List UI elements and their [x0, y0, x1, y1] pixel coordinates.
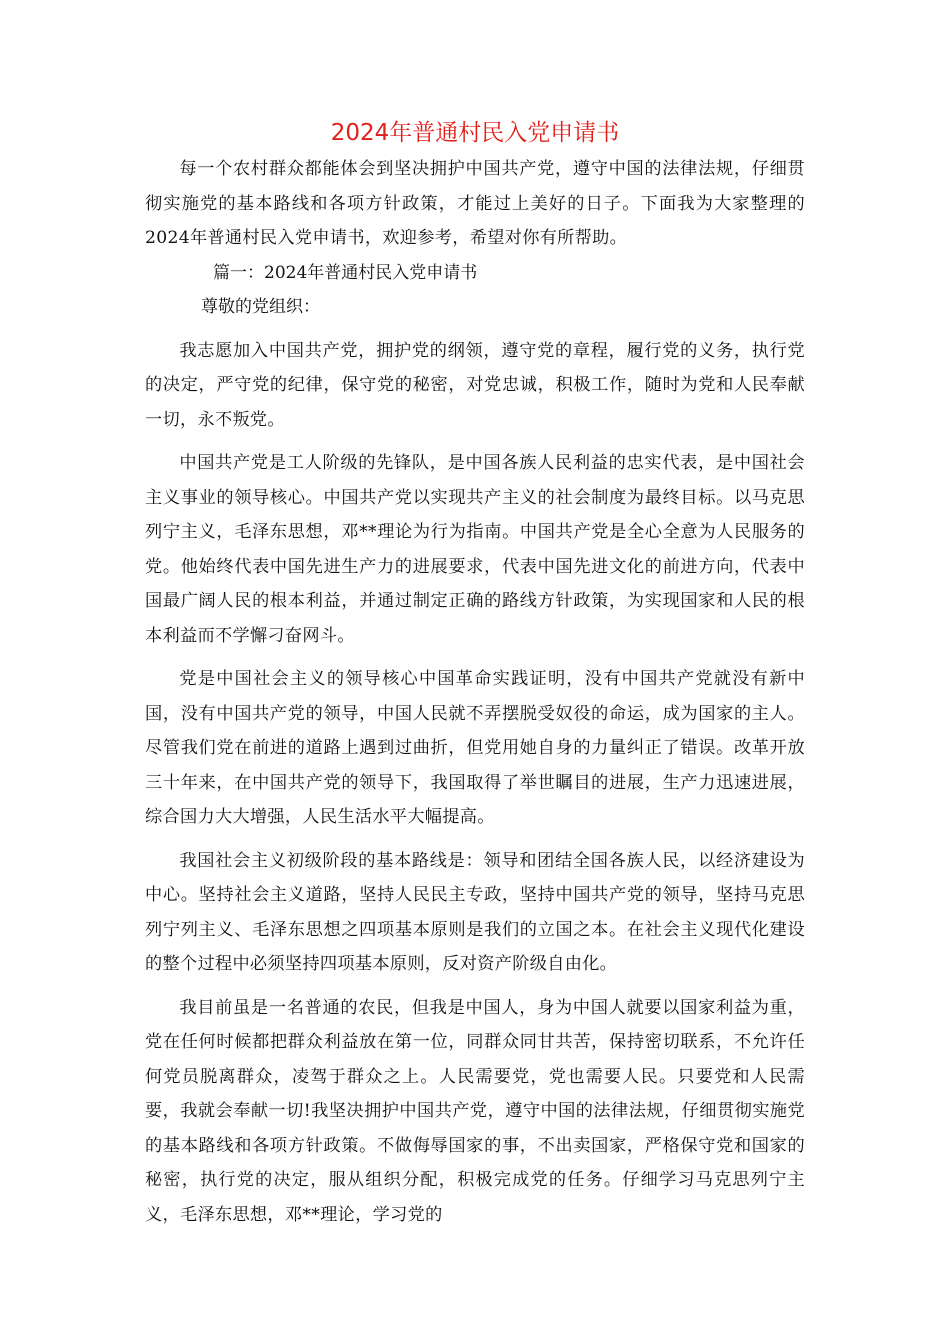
body-paragraph: 我志愿加入中国共产党，拥护党的纲领，遵守党的章程，履行党的义务，执行党的决定，严守党的纪律，保守党的秘密，对党忠诚，积极工作，随时为党和人民奉献一切，永不叛党。	[145, 340, 805, 430]
intro-paragraph: 每一个农村群众都能体会到坚决拥护中国共产党，遵守中国的法律法规，仔细贯彻实施党的基本路线和各项方针政策，才能过上美好的日子。下面我为大家整理的2024年普通村民入党申请书，欢迎参考，希望对你有所帮助。	[145, 159, 805, 248]
body-paragraph: 党是中国社会主义的领导核心中国革命实践证明，没有中国共产党就没有新中国，没有中国共产党的领导，中国人民就不弄摆脱受奴役的命运，成为国家的主人。尽管我们党在前进的道路上遇到过曲折，但党用她自身的力量纠正了错误。改革开放三十年来，在中国共产党的领导下，我国取得了举世瞩目的进展，生产力迅速进展，综合国力大大增强，人民生活水平大幅提高。	[145, 669, 805, 827]
body-paragraph: 我国社会主义初级阶段的基本路线是：领导和团结全国各族人民，以经济建设为中心。坚持社会主义道路，坚持人民民主专政，坚持中国共产党的领导，坚持马克思列宁列主义、毛泽东思想之四项基本原则是我们的立国之本。在社会主义现代化建设的整个过程中必须坚持四项基本原则，反对资产阶级自由化。	[145, 850, 805, 974]
body-paragraph: 中国共产党是工人阶级的先锋队，是中国各族人民利益的忠实代表，是中国社会主义事业的领导核心。中国共产党以实现共产主义的社会制度为最终目标。以马克思列宁主义，毛泽东思想，邓**理论为行为指南。中国共产党是全心全意为人民服务的党。他始终代表中国先进生产力的进展要求，代表中国先进文化的前进方向，代表中国最广阔人民的根本利益，并通过制定正确的路线方针政策，为实现国家和人民的根本利益而不学懈刁奋网斗。	[145, 453, 805, 646]
document-body	[145, 152, 805, 1232]
section-heading: 篇一：2024年普通村民入党申请书	[213, 262, 478, 283]
salutation: 尊敬的党组织：	[201, 297, 320, 317]
document-title: 2024年普通村民入党申请书	[330, 120, 620, 146]
body-paragraph: 我目前虽是一名普通的农民，但我是中国人，身为中国人就要以国家利益为重，党在任何时候都把群众利益放在第一位，同群众同甘共苦，保持密切联系，不允许任何党员脱离群众，凌驾于群众之上。人民需要党，党也需要人民。只要党和人民需要，我就会奉献一切!我坚决拥护中国共产党，遵守中国的法律法规，仔细贯彻实施党的基本路线和各项方针政策。不做侮辱国家的事，不出卖国家，严格保守党和国家的秘密，执行党的决定，服从组织分配，积极完成党的任务。仔细学习马克思列宁主义，毛泽东思想，邓**理论，学习党的	[145, 997, 805, 1225]
